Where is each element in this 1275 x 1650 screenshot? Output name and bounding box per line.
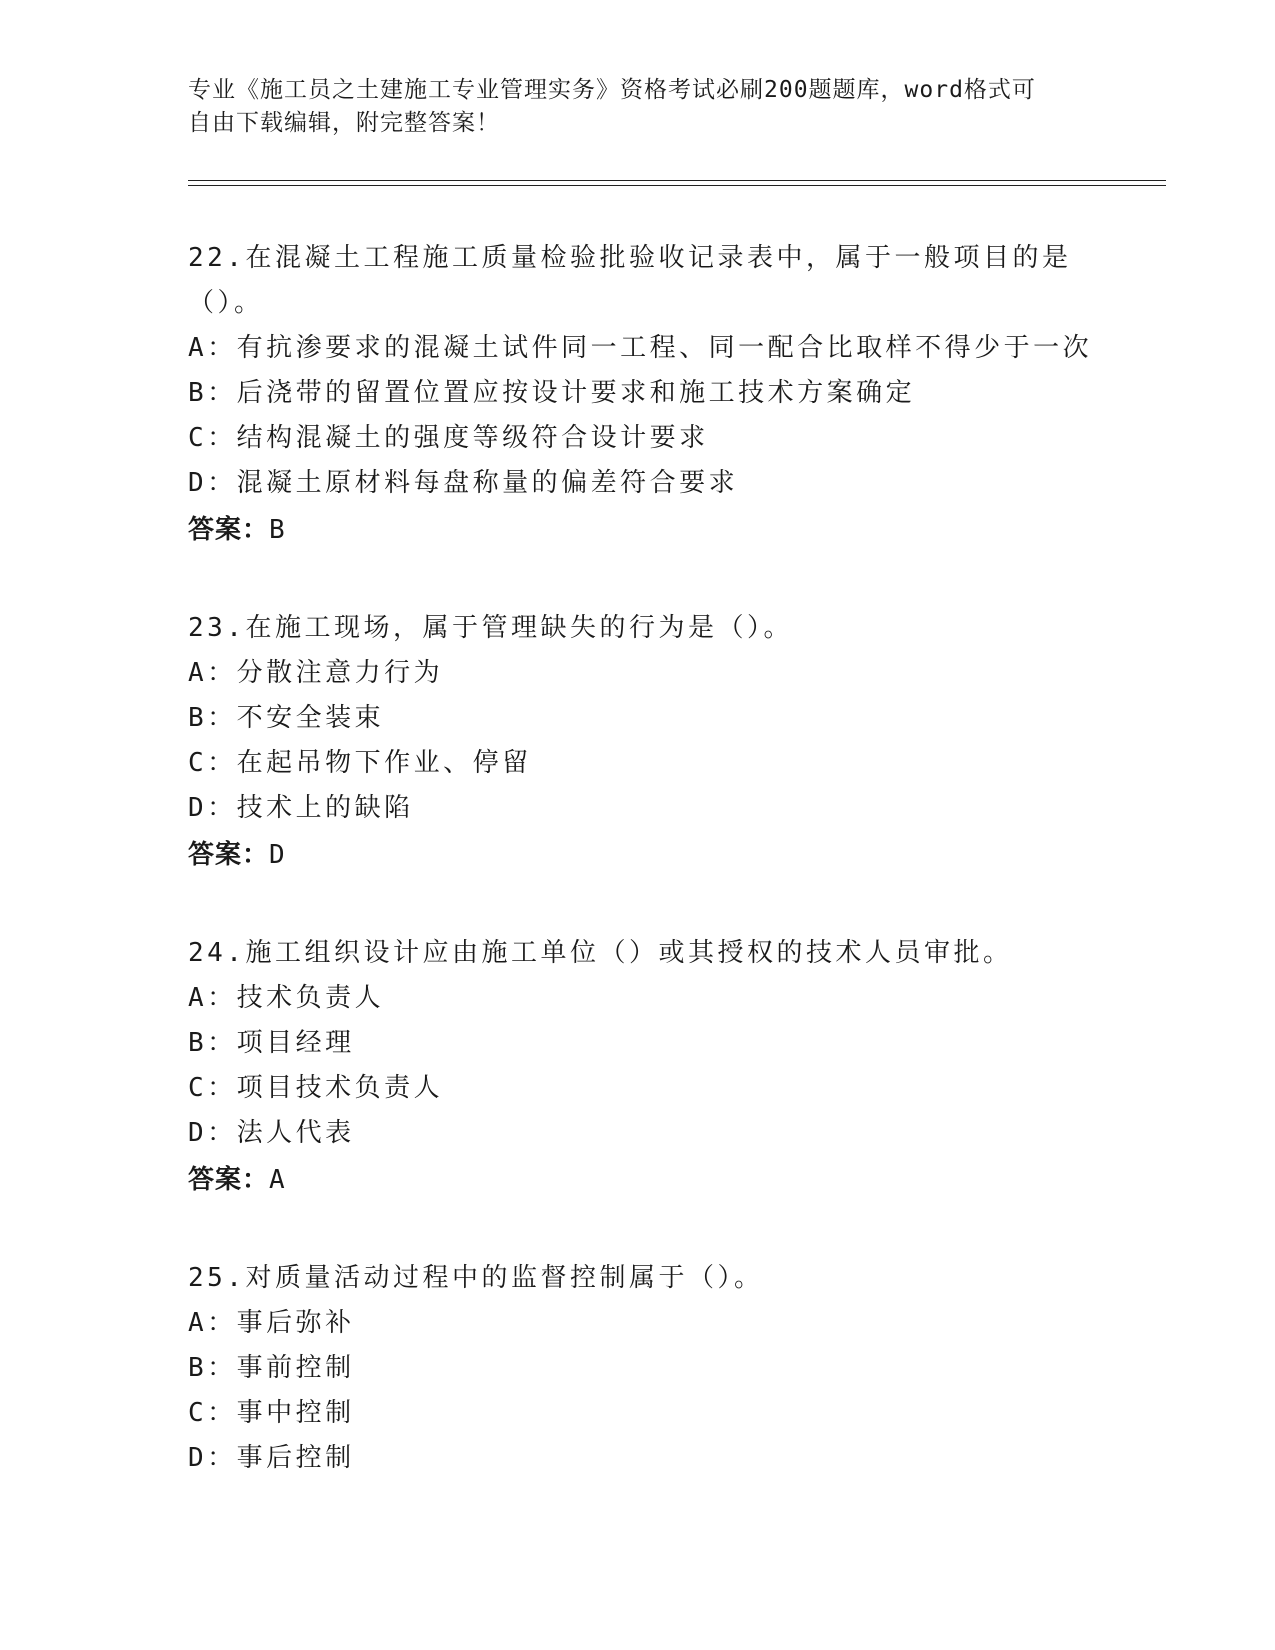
option-a: A：分散注意力行为	[188, 658, 444, 688]
option-d: D：法人代表	[188, 1118, 355, 1148]
option-a: A：事后弥补	[188, 1308, 355, 1338]
answer-label: 答案：	[188, 1165, 270, 1195]
question-stem: 22.在混凝土工程施工质量检验批验收记录表中，属于一般项目的是（）。	[188, 243, 1072, 318]
answer-line	[188, 1156, 1088, 1204]
option-c: C：在起吊物下作业、停留	[188, 748, 532, 778]
question-24	[188, 931, 1088, 1204]
question-stem: 23.在施工现场，属于管理缺失的行为是（）。	[188, 613, 793, 643]
option-b: B：后浇带的留置位置应按设计要求和施工技术方案确定	[188, 378, 916, 408]
answer-value: B	[269, 515, 286, 545]
option-c: C：项目技术负责人	[188, 1073, 444, 1103]
answer-line	[188, 506, 1088, 554]
question-list	[188, 236, 1093, 1533]
question-stem: 25.对质量活动过程中的监督控制属于（）。	[188, 1263, 764, 1293]
header-line-2: 自由下载编辑，附完整答案！	[188, 110, 500, 136]
document-header	[188, 74, 1068, 140]
answer-value: A	[269, 1165, 286, 1195]
answer-label: 答案：	[188, 840, 270, 870]
option-b: B：项目经理	[188, 1028, 355, 1058]
header-line-1: 专业《施工员之土建施工专业管理实务》资格考试必刷200题题库，word格式可	[188, 77, 1036, 103]
option-b: B：事前控制	[188, 1353, 355, 1383]
option-a: A：有抗渗要求的混凝土试件同一工程、同一配合比取样不得少于一次	[188, 333, 1093, 363]
option-d: D：事后控制	[188, 1443, 355, 1473]
question-22	[188, 236, 1093, 554]
answer-line	[188, 831, 1088, 879]
answer-label: 答案：	[188, 515, 270, 545]
question-stem: 24.施工组织设计应由施工单位（）或其授权的技术人员审批。	[188, 938, 1013, 968]
question-25	[188, 1256, 1088, 1481]
answer-value: D	[269, 840, 286, 870]
question-23	[188, 606, 1088, 879]
header-divider-bottom	[188, 185, 1166, 186]
option-d: D：技术上的缺陷	[188, 793, 414, 823]
option-c: C：事中控制	[188, 1398, 355, 1428]
option-b: B：不安全装束	[188, 703, 385, 733]
option-c: C：结构混凝土的强度等级符合设计要求	[188, 423, 709, 453]
option-d: D：混凝土原材料每盘称量的偏差符合要求	[188, 468, 739, 498]
header-divider-top	[188, 180, 1166, 181]
option-a: A：技术负责人	[188, 983, 385, 1013]
